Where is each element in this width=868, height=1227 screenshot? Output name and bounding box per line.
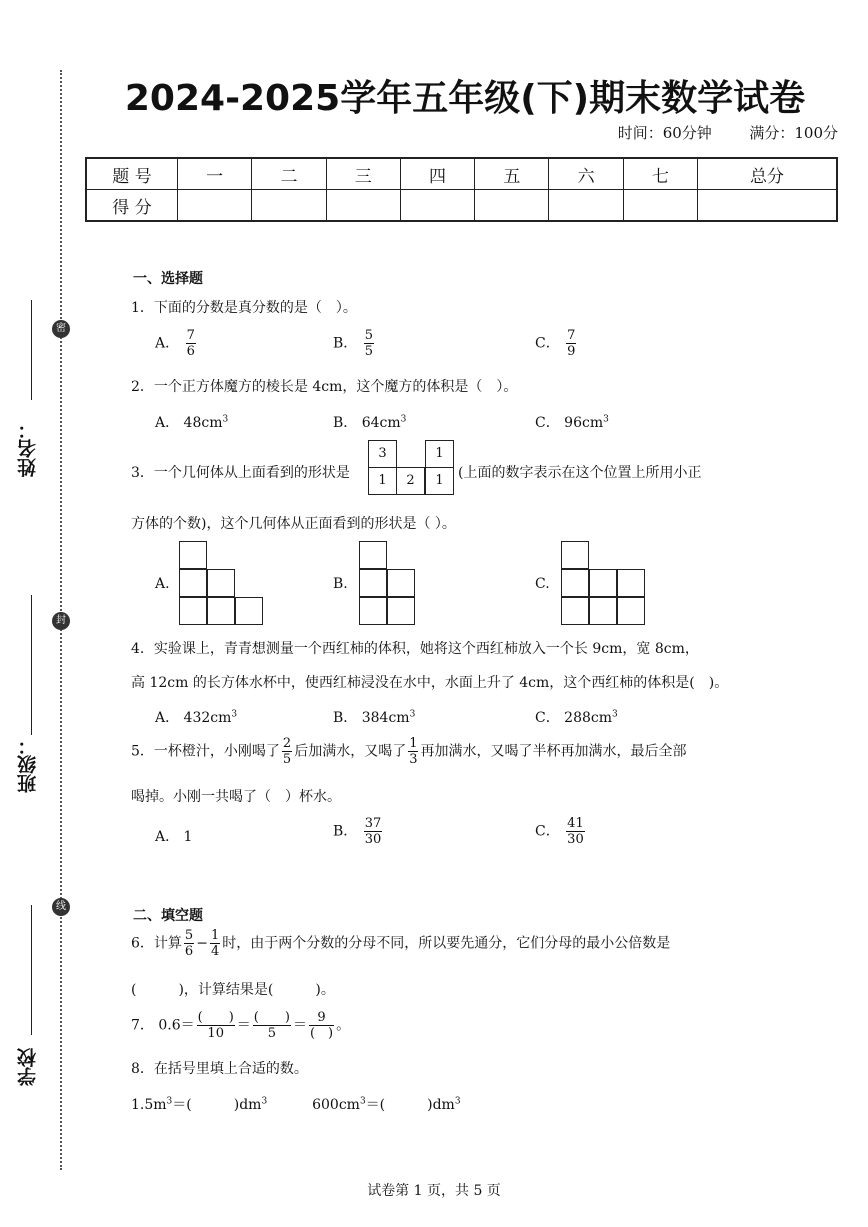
top-view-cell: 3: [368, 440, 397, 468]
seal-mi: 密: [52, 320, 70, 338]
q1-b-fraction: $\frac{5}{5}$: [364, 328, 374, 359]
score-header-cell: 总分: [698, 158, 837, 190]
q3-text-before: 3．一个几何体从上面看到的形状是: [131, 465, 350, 481]
score-header-cell: 六: [549, 158, 623, 190]
q5-option-c[interactable]: C． $\frac{41}{30}$: [535, 816, 584, 847]
seal-xian: 线: [52, 898, 70, 916]
q1-a-fraction: $\frac{7}{6}$: [186, 328, 195, 359]
school-label: 学校: [17, 1048, 39, 1086]
q2-option-c[interactable]: C． $96cm^3$: [535, 414, 609, 431]
q3-option-c-label[interactable]: C.: [535, 576, 550, 592]
q6-fraction-1: $\frac{5}{6}$: [184, 928, 194, 959]
q5-line1: 5．一杯橙汁，小刚喝了 $\frac{2}{5}$ 后加满水，又喝了 $\frac{1}{3}$ 再加满水，又喝了半杯再加满水，最后全部: [131, 736, 687, 767]
score-header-cell: 题 号: [86, 158, 178, 190]
q6-line1: 6．计算 $\frac{5}{6}$ − $\frac{1}{4}$ 时，由于两个分数的分母不同，所以要先通分，它们分母的最小公倍数是: [131, 928, 671, 959]
class-line: [31, 595, 32, 735]
score-header-cell: 七: [623, 158, 697, 190]
q1-c-label: C．: [535, 335, 560, 352]
cube-square: [561, 541, 589, 569]
q7-fraction-3[interactable]: $\frac{9}{( )}$: [309, 1010, 334, 1041]
cube-square: [617, 597, 645, 625]
q2-text: 2．一个正方体魔方的棱长是 4cm，这个魔方的体积是（ ）。: [131, 379, 518, 395]
name-label: 姓名：: [17, 420, 39, 477]
score-entry-cell[interactable]: [400, 190, 474, 222]
top-view-cell: 1: [425, 440, 454, 468]
q8-text: 8．在括号里填上合适的数。: [131, 1061, 308, 1077]
q7-line[interactable]: 7． 0.6＝ $\frac{( )}{10}$ ＝ $\frac{( )}{5}$ ＝ $\frac{9}{( )}$ 。: [131, 1010, 351, 1041]
score-entry-cell[interactable]: [252, 190, 326, 222]
school-line: [31, 905, 32, 1035]
cube-square: [179, 569, 207, 597]
top-view-cell: 1: [368, 467, 397, 495]
q4-option-b[interactable]: B． $384cm^3$: [333, 709, 416, 726]
q2-option-b[interactable]: B． $64cm^3$: [333, 414, 407, 431]
top-view-cell: 1: [425, 467, 454, 495]
q7-fraction-1[interactable]: $\frac{( )}{10}$: [197, 1010, 234, 1041]
cube-square: [235, 597, 263, 625]
q3-option-b-label[interactable]: B.: [333, 576, 348, 592]
q5-fraction-1: $\frac{2}{5}$: [282, 736, 292, 767]
name-line: [31, 300, 32, 400]
score-entry-cell[interactable]: [178, 190, 252, 222]
cube-square: [207, 569, 235, 597]
q1-b-label: B．: [333, 335, 358, 352]
cube-square: [179, 541, 207, 569]
q1-text: 1．下面的分数是真分数的是（ ）。: [131, 300, 357, 316]
seal-feng: 封: [52, 612, 70, 630]
q1-a-label: A．: [155, 335, 180, 352]
q3-option-a-label[interactable]: A.: [155, 576, 170, 592]
cube-square: [561, 597, 589, 625]
q4-option-c[interactable]: C． $288cm^3$: [535, 709, 618, 726]
score-row-label: 得 分: [86, 190, 178, 222]
section2-title: 二、填空题: [133, 908, 203, 924]
q1-option-c[interactable]: [535, 328, 578, 359]
score-header-cell: 一: [178, 158, 252, 190]
q8-line2[interactable]: $1.5m^3=$( )$dm^3$ $600cm^3=$( )$dm^3$: [131, 1096, 461, 1113]
q4-line2: 高 12cm 的长方体水杯中，使西红柿浸没在水中，水面上升了 4cm，这个西红柿的体积是( )。: [131, 675, 729, 691]
score-entry-cell[interactable]: [623, 190, 697, 222]
q4-line1: 4．实验课上，青青想测量一个西红柿的体积，她将这个西红柿放入一个长 9cm，宽 8cm，: [131, 641, 699, 657]
q1-option-b[interactable]: [333, 328, 376, 359]
cube-square: [387, 597, 415, 625]
cube-square: [589, 597, 617, 625]
q3-text-line2: 方体的个数)，这个几何体从正面看到的形状是（ ）。: [131, 516, 456, 532]
top-view-cell: 2: [396, 467, 425, 495]
cube-square: [561, 569, 589, 597]
cube-square: [387, 569, 415, 597]
score-entry-cell[interactable]: [475, 190, 549, 222]
q6-line2[interactable]: ( )，计算结果是( )。: [131, 982, 335, 998]
q5-fraction-2: $\frac{1}{3}$: [409, 736, 418, 767]
cube-square: [359, 569, 387, 597]
score-header-cell: 四: [400, 158, 474, 190]
score-entry-cell[interactable]: [326, 190, 400, 222]
q7-fraction-2[interactable]: $\frac{( )}{5}$: [253, 1010, 290, 1041]
q2-option-a[interactable]: A． $48cm^3$: [155, 414, 229, 431]
q6-fraction-2: $\frac{1}{4}$: [210, 928, 220, 959]
q5-option-a[interactable]: A． 1: [155, 829, 193, 845]
cube-square: [359, 541, 387, 569]
exam-info: [618, 122, 838, 143]
q3-text-after: (上面的数字表示在这个位置上所用小正: [458, 465, 702, 481]
q5-option-b[interactable]: B． $\frac{37}{30}$: [333, 816, 382, 847]
cube-square: [207, 597, 235, 625]
score-table: [85, 157, 838, 222]
score-header-cell: 三: [326, 158, 400, 190]
score-table-score-row: [86, 190, 837, 222]
exam-title: 2024-2025学年五年级(下)期末数学试卷: [124, 78, 806, 119]
score-header-cell: 二: [252, 158, 326, 190]
page-footer: 试卷第 1 页，共 5 页: [367, 1183, 501, 1199]
time-info: 时间：60分钟: [617, 124, 712, 142]
score-entry-cell[interactable]: [549, 190, 623, 222]
section1-title: 一、选择题: [133, 271, 203, 287]
cube-square: [617, 569, 645, 597]
score-table-header-row: [86, 158, 837, 190]
cube-square: [179, 597, 207, 625]
class-label: 班级：: [17, 736, 39, 793]
q5-c-fraction: $\frac{41}{30}$: [567, 816, 584, 847]
q5-line2: 喝掉。小刚一共喝了（ ）杯水。: [131, 789, 341, 805]
full-score-info: 满分：100分: [749, 124, 838, 142]
cube-square: [589, 569, 617, 597]
q4-option-a[interactable]: A． $432cm^3$: [155, 709, 238, 726]
score-entry-cell[interactable]: [698, 190, 837, 222]
score-header-cell: 五: [475, 158, 549, 190]
cube-square: [359, 597, 387, 625]
q1-c-fraction: $\frac{7}{9}$: [567, 328, 576, 359]
q5-b-fraction: $\frac{37}{30}$: [364, 816, 382, 847]
q1-option-a[interactable]: [155, 328, 198, 359]
